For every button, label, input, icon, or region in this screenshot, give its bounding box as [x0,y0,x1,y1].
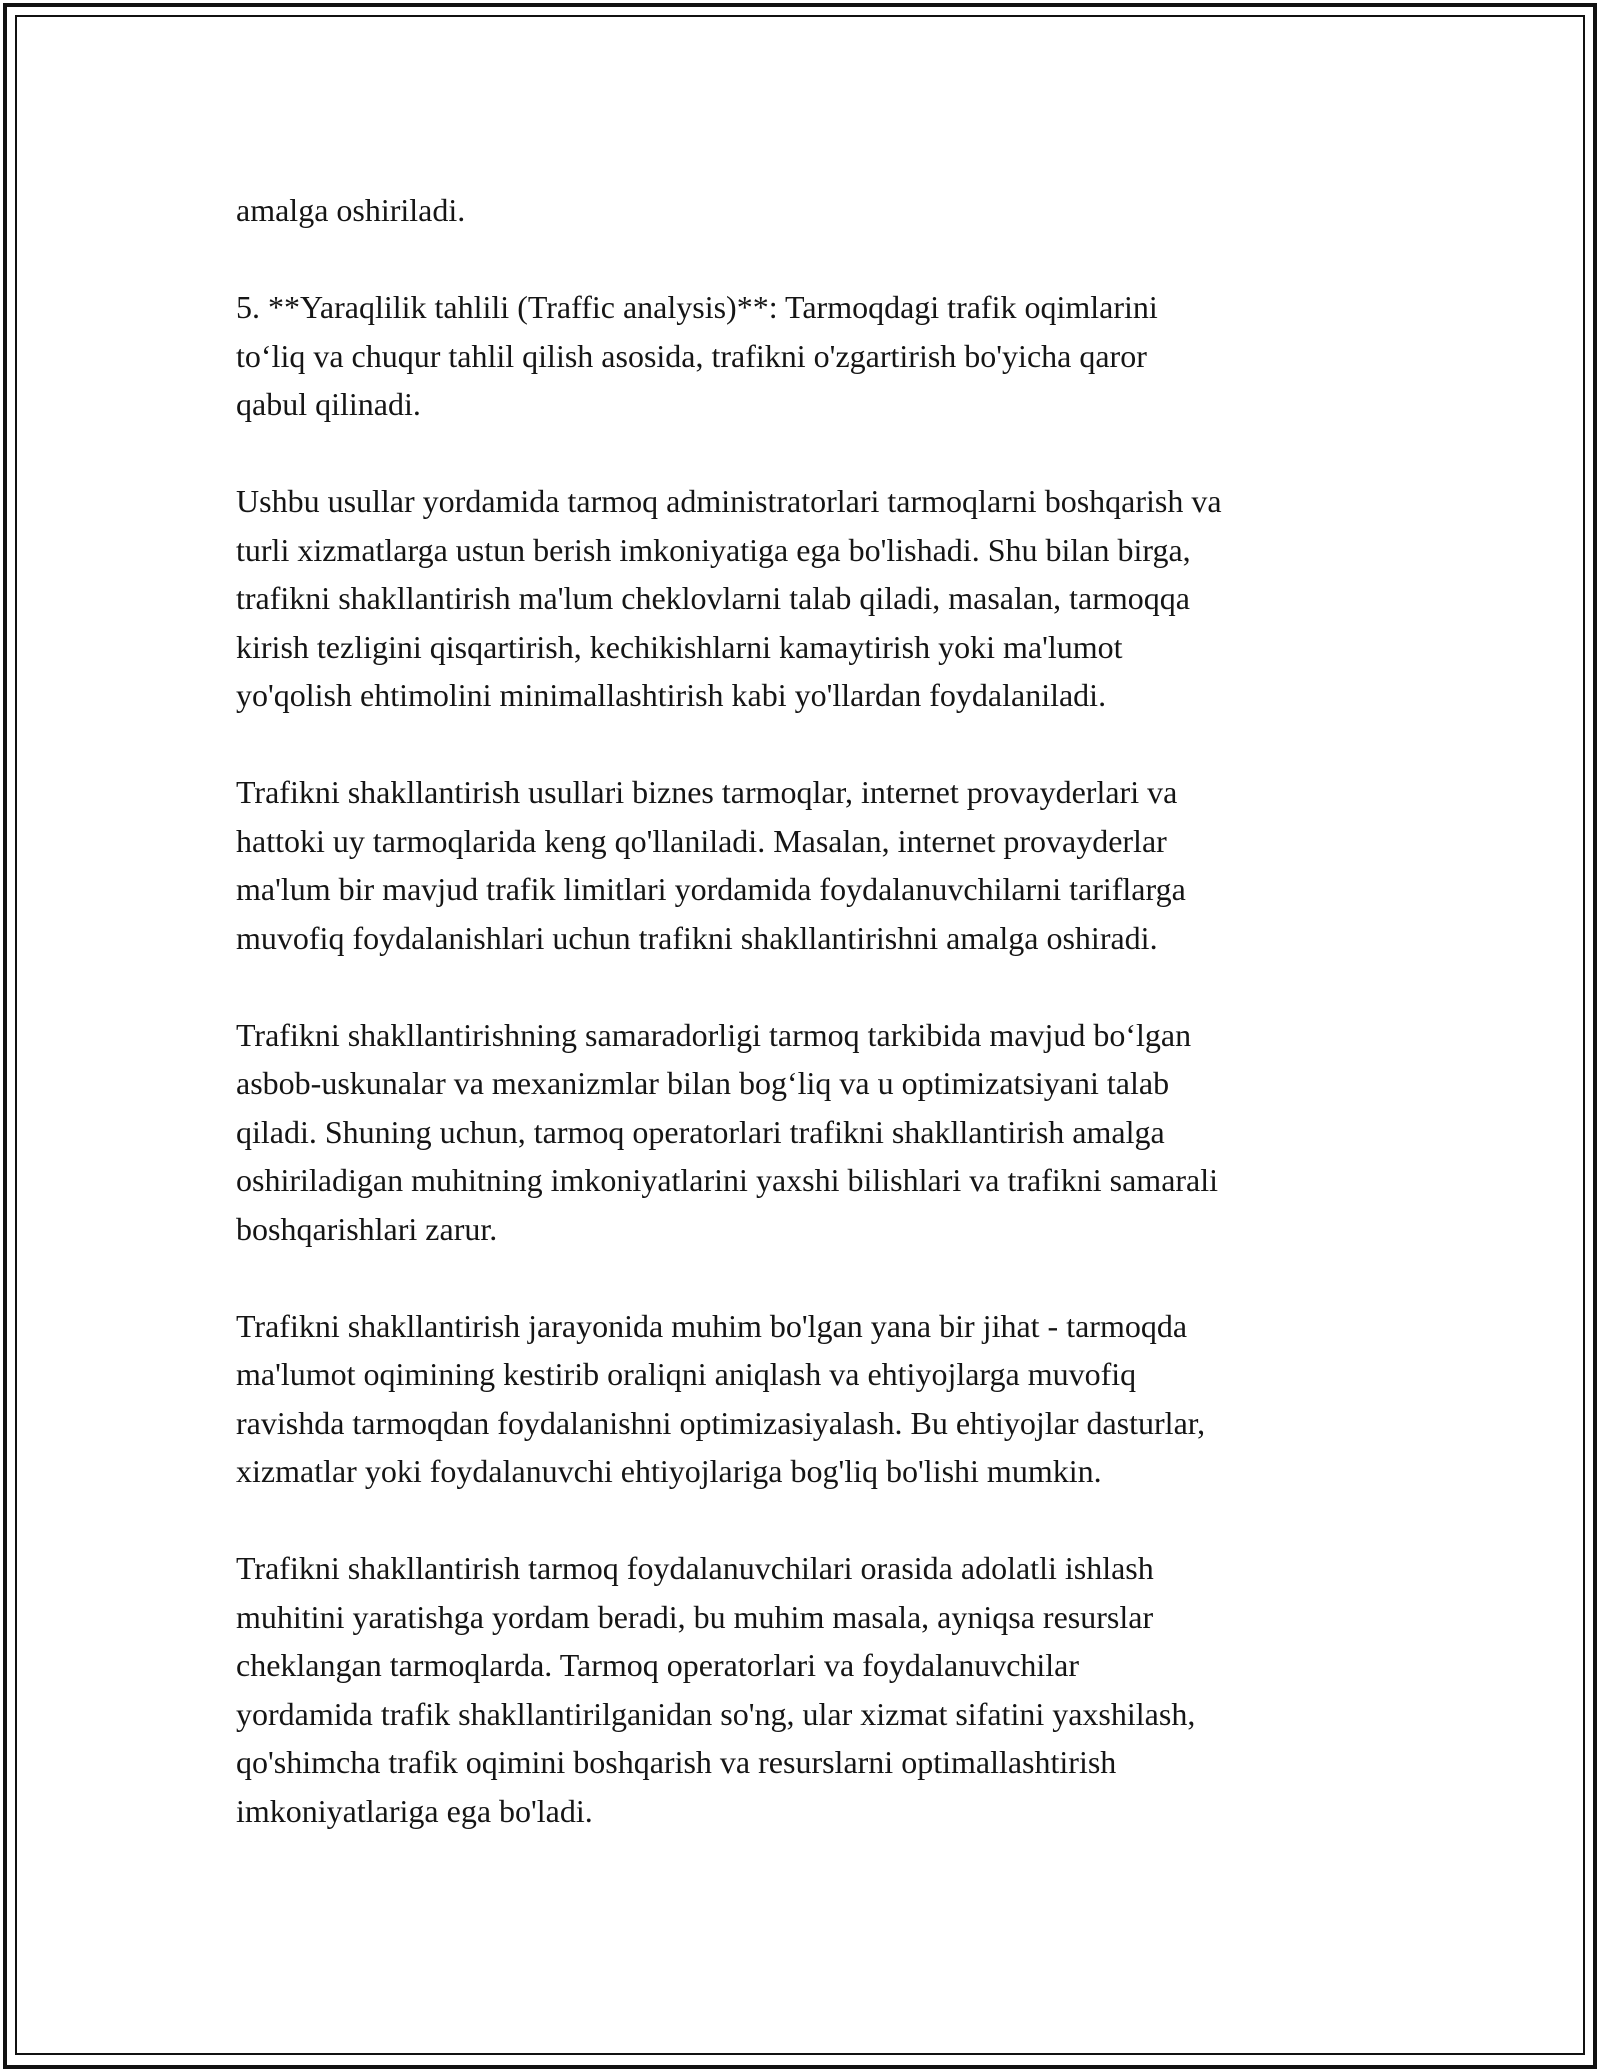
text-line: 5. **Yaraqlilik tahlili (Traffic analysis)**: Tarmoqdagi trafik oqimlarini [236,289,1158,325]
paragraph-3 [236,477,1386,720]
paragraph-7 [236,1544,1386,1835]
paragraph-6 [236,1302,1386,1496]
text-line: ma'lumot oqimining kestirib oraliqni aniqlash va ehtiyojlarga muvofiq [236,1356,1137,1392]
text-line: qabul qilinadi. [236,386,421,422]
text-line: muvofiq foydalanishlari uchun trafikni shakllantirishni amalga oshiradi. [236,919,1158,956]
text-line: muhitini yaratishga yordam beradi, bu muhim masala, ayniqsa resurslar [236,1598,1154,1635]
text-line: yordamida trafik shakllantirilganidan so'ng, ular xizmat sifatini yaxshilash, [236,1695,1196,1732]
text-line: cheklangan tarmoqlarda. Tarmoq operatorlari va foydalanuvchilar [236,1647,1080,1683]
text-line: Trafikni shakllantirishning samaradorligi tarmoq tarkibida mavjud bo‘lgan [236,1016,1192,1053]
text-line: Ushbu usullar yordamida tarmoq administratorlari tarmoqlarni boshqarish va [236,483,1222,519]
document-body [236,186,1386,1884]
text-line: Trafikni shakllantirish usullari biznes tarmoqlar, internet provayderlari va [236,774,1178,810]
paragraph-2 [236,283,1386,429]
text-line: qo'shimcha trafik oqimini boshqarish va resurslarni optimallashtirish [236,1744,1117,1780]
text-line: oshiriladigan muhitning imkoniyatlarini yaxshi bilishlari va trafikni samarali [236,1162,1219,1198]
text-line: amalga oshiriladi. [236,192,466,228]
paragraph-1 [236,186,1386,235]
text-line: ravishda tarmoqdan foydalanishni optimizasiyalash. Bu ehtiyojlar dasturlar, [236,1404,1206,1441]
paragraph-5 [236,1011,1386,1254]
text-line: qiladi. Shuning uchun, tarmoq operatorlari trafikni shakllantirish amalga [236,1113,1165,1150]
text-line: asbob-uskunalar va mexanizmlar bilan bog‘liq va u optimizatsiyani talab [236,1065,1170,1101]
text-line: boshqarishlari zarur. [236,1210,498,1247]
paragraph-4 [236,768,1386,962]
text-line: trafikni shakllantirish ma'lum cheklovlarni talab qiladi, masalan, tarmoqqa [236,580,1190,616]
text-line: Trafikni shakllantirish jarayonida muhim bo'lgan yana bir jihat - tarmoqda [236,1307,1188,1344]
text-line: yo'qolish ehtimolini minimallashtirish kabi yo'llardan foydalaniladi. [236,677,1107,713]
text-line: kirish tezligini qisqartirish, kechikishlarni kamaytirish yoki ma'lumot [236,628,1123,665]
text-line: imkoniyatlariga ega bo'ladi. [236,1792,593,1829]
text-line: to‘liq va chuqur tahlil qilish asosida, trafikni o'zgartirish bo'yicha qaror [236,337,1147,374]
text-line: ma'lum bir mavjud trafik limitlari yordamida foydalanuvchilarni tariflarga [236,871,1186,907]
text-line: Trafikni shakllantirish tarmoq foydalanuvchilari orasida adolatli ishlash [236,1550,1154,1586]
text-line: hattoki uy tarmoqlarida keng qo'llaniladi. Masalan, internet provayderlar [236,822,1167,859]
text-line: turli xizmatlarga ustun berish imkoniyatiga ega bo'lishadi. Shu bilan birga, [236,531,1191,568]
text-line: xizmatlar yoki foydalanuvchi ehtiyojlariga bog'liq bo'lishi mumkin. [236,1453,1102,1489]
